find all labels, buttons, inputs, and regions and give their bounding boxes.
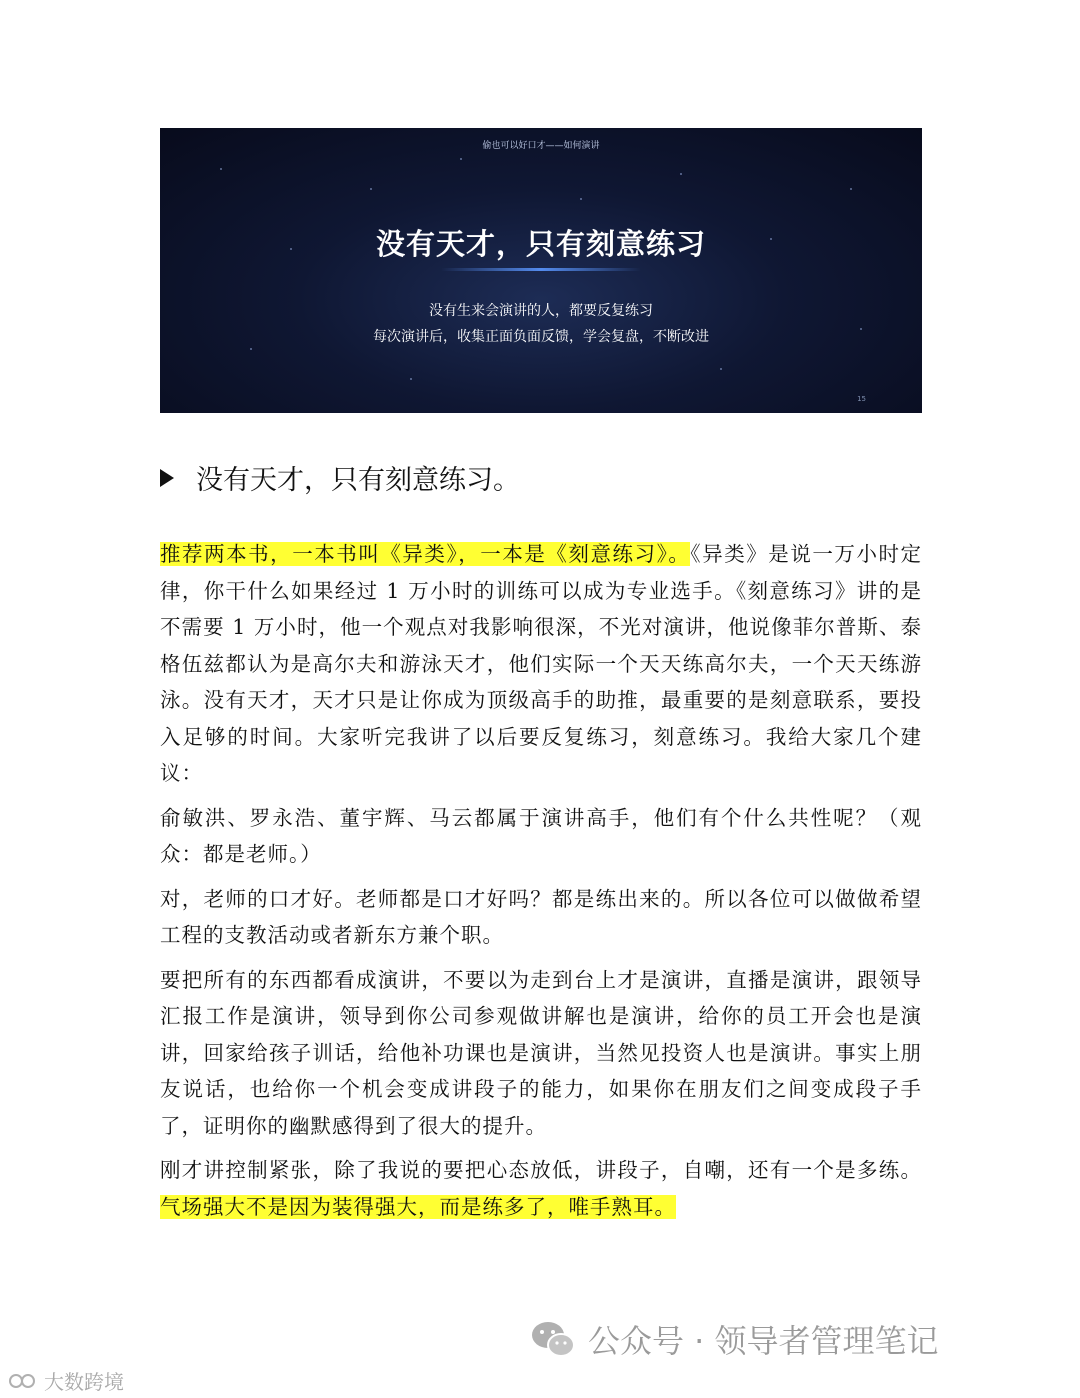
section-heading-text: 没有天才，只有刻意练习。 [196,465,520,496]
slide-page-number: 15 [857,395,866,403]
highlight-practice-quote: 气场强大不是因为装得强大，而是练多了，唯手熟耳。 [160,1194,676,1219]
section-heading [160,458,520,497]
paragraph-1-text: 《异类》是说一万小时定律，你干什么如果经过 1 万小时的训练可以成为专业选手。《刻意练习》讲的是不需要 1 万小时，他一个观点对我影响很深，不光对演讲，他说像菲尔普斯、泰格伍兹都认为是高尔夫和游泳天才，他们实际一个天天练高尔夫，一个天天练游泳。没有天才，天才只是让你成为顶级高手的助推，最重要的是刻意联系，要投入足够的时间。大家听完我讲了以后要反复练习，刻意练习。我给大家几个建议： [160,542,923,785]
paragraph-1 [160,536,922,792]
wechat-watermark-text: 公众号 · 领导者管理笔记 [588,1322,939,1360]
paragraph-5-text: 刚才讲控制紧张，除了我说的要把心态放低，讲段子，自嘲，还有一个是多练。 [160,1158,922,1182]
corner-watermark [8,1366,124,1395]
slide-subtitle-2: 每次演讲后，收集正面负面反馈，学会复盘，不断改进 [373,329,709,345]
slide-subtitle-1: 没有生来会演讲的人，都要反复练习 [429,303,653,319]
slide-image [160,128,922,413]
paragraph-5 [160,1152,922,1225]
wechat-watermark [530,1316,939,1362]
paragraph-4: 要把所有的东西都看成演讲，不要以为走到台上才是演讲，直播是演讲，跟领导汇报工作是演讲，领导到你公司参观做讲解也是演讲，给你的员工开会也是演讲，回家给孩子训话，给他补功课也是演讲，当然见投资人也是演讲。事实上朋友说话，也给你一个机会变成讲段子的能力，如果你在朋友们之间变成段子手了，证明你的幽默感得到了很大的提升。 [160,967,922,1138]
arrow-bullet-icon [160,469,174,487]
highlight-book-recommendation: 推荐两本书，一本书叫《异类》，一本是《刻意练习》。 [160,542,691,566]
corner-watermark-text: 大数跨境 [44,1370,124,1394]
paragraph-3: 对，老师的口才好。老师都是口才好吗？都是练出来的。所以各位可以做做希望工程的支教活动或者新东方兼个职。 [160,886,922,947]
paragraph-2: 俞敏洪、罗永浩、董宇辉、马云都属于演讲高手，他们有个什么共性呢？（观众：都是老师。） [160,805,922,866]
brand-logo-icon [8,1370,40,1392]
article-body [160,536,922,1233]
slide-header: 偷也可以好口才——如何演讲 [482,141,600,151]
wechat-icon [530,1319,576,1359]
slide-title: 没有天才，只有刻意练习 [375,227,706,261]
slide-glow-line [441,268,641,271]
